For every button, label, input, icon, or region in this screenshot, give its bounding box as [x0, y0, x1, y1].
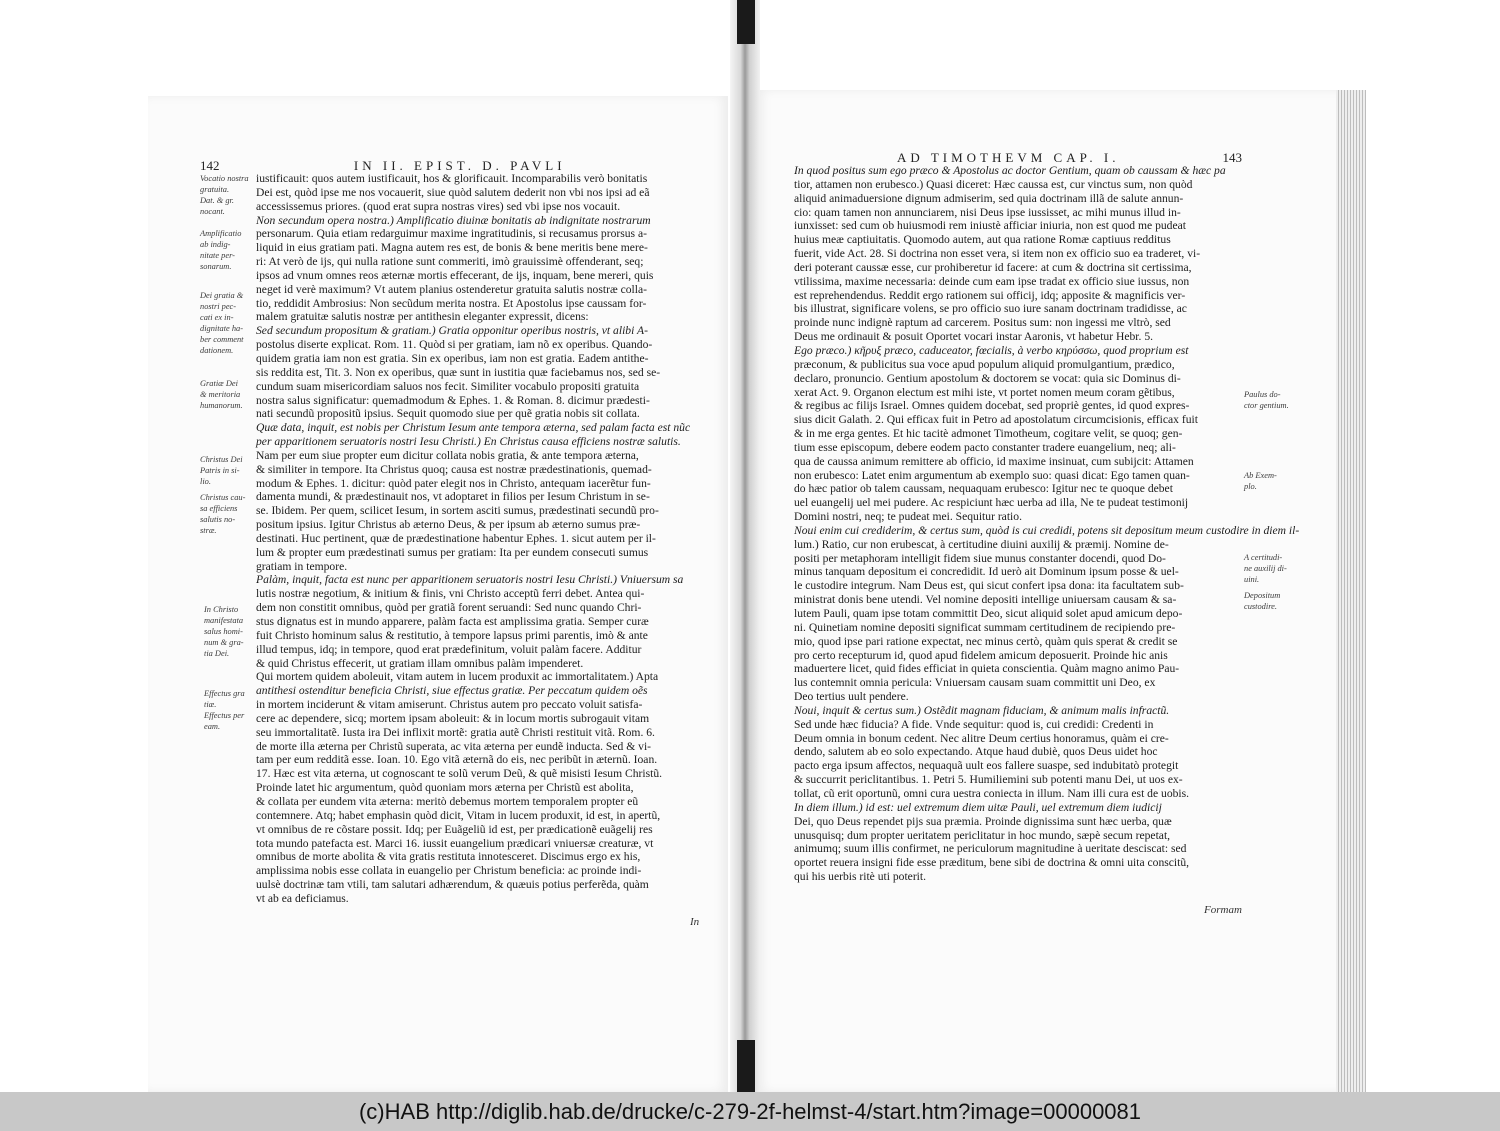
text-line: præconum, & publicitus sua voce apud populum aliquid promulgantium, prædico, — [794, 357, 1175, 371]
text-line: Quæ data, inquit, est nobis per Christum Iesum ante tempora æterna, sed palam facta est nũc — [256, 421, 691, 435]
right-margin-note: Paulus do- ctor gentium. — [1244, 390, 1289, 410]
right-margin-note: A certitudi- ne auxilij di- uini. — [1244, 553, 1287, 584]
text-line: proinde nunc indignè raptum ad carcerem. Positus sum: non ingessi me vltrò, sed — [794, 316, 1171, 330]
text-line: est reprehendendus. Reddit ergo rationem sui officij, idq; apposite & magnificis ver- — [794, 288, 1186, 302]
text-line: ministrat donis bene utendi. Vel nomine depositi intellige uniuersam causam & sa- — [794, 593, 1177, 607]
text-line: lutem Pauli, quam ipse totam committit Deo, sicut aliquid solet apud amicum depo- — [794, 607, 1183, 620]
text-line: destinati. Huc pertinent, quæ de prædestinatione habentur Ephes. 1. sicut autem per il- — [256, 531, 656, 545]
text-line: do hæc patior ob talem caussam, nequaquam erubesco: Igitur nec te quoque debet — [794, 482, 1173, 496]
text-line: tior, attamen non erubesco.) Quasi diceret: Hæc caussa est, cur vinctus sum, non quòd — [794, 177, 1193, 191]
text-line: postolus diserte explicat. Rom. 11. Quòd si per gratiam, iam nõ ex operibus. Quando- — [256, 338, 653, 352]
text-line: neget id verè maximum? Vt autem planius ostenderetur gratuita salutis nostræ colla- — [256, 282, 647, 296]
text-line: bis illustrat, significare volens, se pro officio suo iure sanam doctrinam tradidisse, ac — [794, 302, 1187, 316]
text-line: Domini nostri, neq; te pudeat mei. Sequitur ratio. — [794, 510, 1022, 524]
text-line: sis reddita est, Tit. 3. Non ex operibus, quæ sunt in iustitia quæ faciebamus nos, sed se- — [256, 365, 661, 379]
text-line: 17. Hæc est vita æterna, ut cognoscant te solũ verum Deũ, & quẽ misisti Iesum Christũ. — [256, 767, 663, 781]
text-line: & succurrit periclitantibus. 1. Petri 5. Humiliemini sub potenti manu Dei, ut uos ex- — [794, 773, 1183, 787]
text-line: damenta mundi, & prædestinauit nos, vt adoptaret in filios per Iesum Christum in se- — [256, 490, 650, 504]
right-margin-note: Ab Exem- plo. — [1244, 471, 1277, 491]
book-gutter — [730, 0, 760, 1092]
left-margin-note: Amplificatio ab indig- nitate per- sonarum. — [200, 229, 242, 271]
text-line: Noui, inquit & certus sum.) Ostẽdit magnam fiduciam, & animum malis infractũ. — [794, 703, 1170, 717]
text-line: xerat Act. 9. Organon electum est mihi iste, vt portet nomen meum coram gẽtibus, — [794, 385, 1175, 399]
left-body-text — [256, 172, 696, 906]
text-line: Ego præco.) κῆρυξ præco, caduceator, fœcialis, à verbo κηρύσσω, quod proprium est — [794, 343, 1189, 357]
text-line: huius meæ captiuitatis. Quomodo autem, aut qua ratione Romæ captiuus redditus — [794, 233, 1171, 247]
text-line: & quid Christus effecerit, ut gratiam illam omnibus palàm impenderet. — [256, 656, 584, 670]
text-line: le custodire integrum. Nam Deus est, qui sicut confert ipsa dona: ita facultatem sub- — [794, 579, 1184, 593]
text-line: Palàm, inquit, facta est nunc per apparitionem seruatoris nostri Iesu Christi.) Vniuersum sa — [256, 573, 684, 587]
text-line: unusquisq; dum propter ueritatem periclitatur in hoc mundo, sæpè secum repetat, — [794, 828, 1171, 842]
right-margin-note: Depositum custodire. — [1244, 591, 1281, 611]
text-line: lum & propter eum prædestinati sumus per gratiam: Ita per eundem consecuti sumus — [256, 545, 649, 559]
text-line: Deum omnia in bonum cedent. Nec alitre Deum certius honoramus, quàm ei cre- — [794, 731, 1169, 745]
text-line: tam per eum redditã esse. Ioan. 10. Ego vitã æternã do eis, nec peribũt in æternũ. Ioan. — [256, 753, 658, 767]
text-line: contemnere. Atq; habet emphasin quòd dicit, Vitam in lucem produxit, id est, in apertũ, — [256, 808, 661, 822]
text-line: sius dicit Galath. 2. Qui efficax fuit in Petro ad apostolatum circumcisionis, efficax fuit — [794, 413, 1198, 427]
text-line: ri: At verò de ijs, qui nulla ratione sunt commeriti, imò grauissimè offenderant, seq; — [256, 255, 644, 269]
text-line: seu immortalitatẽ. Iusta ira Dei inflixit mortẽ: gratia autẽ Christi restituit vitã. Rom. 6. — [256, 725, 655, 739]
right-running-title: AD TIMOTHEVM CAP. I. — [897, 150, 1120, 165]
text-line: vt omnibus de re cõstare possit. Idq; per Euãgeliũ id est, per prædicationẽ euãgelij res — [256, 822, 653, 836]
text-line: ipsos ad vnum omnes reos æternæ mortis effecerant, de ijs, inquam, bene mereri, quis — [256, 268, 654, 282]
text-line: se. Ibidem. Per quem, scilicet Iesum, in sortem asciti sumus, prædestinati secundũ pro- — [256, 504, 659, 518]
text-line: amplissima nobis esse collata in euangelio per Christum beneficia: ac proinde indi- — [256, 864, 642, 878]
text-line: pacto erga ipsum affectos, nequaquã uult eos fallere suaspe, sed indubitatò protegit — [794, 759, 1179, 773]
text-line: personarum. Quia etiam redarguimur maxime ingratitudinis, si recusamus prorsus a- — [256, 227, 647, 241]
text-line: Qui mortem quidem aboleuit, vitam autem in lucem produxit ac immortalitatem.) Apta — [256, 670, 659, 684]
left-margin-note: In Christo manifestata salus homi- num & gra- tia Dei. — [204, 605, 244, 658]
text-line: mio, quod ipse pari ratione expectat, nec minus certò, quàm quis sperat & credit se — [794, 634, 1178, 648]
text-line: quidem gratia iam non est gratia. Sin ex operibus, iam non est gratia. Eadem antithe- — [256, 351, 649, 365]
text-line: positum ipsius. Igitur Christus ab æterno Deus, & per ipsum ab æterno sumus præ- — [256, 518, 641, 532]
text-line: Dei, quo Deus rependet pijs sua præmia. Proinde dignissima sunt hæc uerba, quæ — [794, 814, 1172, 828]
text-line: qui his uerbis ritè uti poterit. — [794, 870, 927, 884]
left-margin-note: Effectus gra tiæ. Effectus per eam. — [204, 689, 245, 731]
left-running-title: IN II. EPIST. D. PAVLI — [353, 158, 566, 173]
text-line: tium esse episcopum, debere eodem pacto constanter tradere euangelium, neq; ali- — [794, 440, 1176, 454]
text-line: stus dignatus est in mundo apparere, palàm facta est amplissima gratia. Semper curæ — [256, 615, 649, 628]
text-line: deri poterant caussæ esse, cur prohiberetur id facere: at cum & doctrina sit certissima, — [794, 260, 1192, 274]
text-line: & collata per eundem vita æterna: meritò debemus mortem temporalem propter eũ — [256, 794, 639, 808]
text-line: In quod positus sum ego præco & Apostolus ac doctor Gentium, quam ob caussam & hæc pa — [794, 164, 1226, 177]
copyright-url[interactable]: (c)HAB http://diglib.hab.de/drucke/c-279-2f-helmst-4/start.htm?image=00000081 — [358, 1098, 1142, 1124]
copyright-footer — [0, 1092, 1500, 1131]
left-margin-note: Vocatio nostra gratuita. Dat. & gr. nocant. — [200, 174, 249, 216]
text-line: Sed secundum propositum & gratiam.) Gratia opponitur operibus nostris, vt alibi A- — [256, 324, 648, 338]
text-line: declaro, pronuncio. Gentium apostolum & doctorem se vocat: quia sic Dominus di- — [794, 371, 1181, 385]
text-line: fuit Christo hominum salus & restitutio, à tempore lapsus primi parentis, imò & ante — [256, 628, 648, 642]
text-line: lutis nostræ negotium, & initium & finis, vni Christo acceptũ ferri debet. Antea qui- — [256, 587, 645, 601]
text-line: uulsè doctrinæ tam vtili, tam salutari adhærendum, & quæuis potius perferẽda, quàm — [256, 878, 649, 892]
left-page-number: 142 — [200, 158, 220, 173]
text-line: omnibus de morte abolita & vita gratis restituta innotesceret. Discimus ergo ex his, — [256, 850, 641, 864]
text-line: maduertere licet, quid fides efficiat in quieta conscientia. Quàm magno animo Pau- — [794, 662, 1180, 676]
text-line: & regibus ac filijs Israel. Omnes quidem docebat, sed propriè gentes, id quod expres- — [794, 399, 1190, 413]
text-line: non erubesco: Latet enim argumentum ab exemplo suo: quasi dicat: Ego tamen quan- — [794, 468, 1190, 482]
binding-clip-bottom — [737, 1040, 755, 1092]
text-line: accessissemus priores. (quod erat supra nostras vires) sed vbi ipse nos vocauit. — [256, 199, 621, 213]
text-line: cio: quam tamen non annunciarem, nisi Deus ipse iussisset, ac mihi munus illud in- — [794, 205, 1181, 219]
page-fore-edge — [1336, 90, 1366, 1092]
text-line: Deus me ordinauit & posuit Oportet vocari instar Aaronis, vt habetur Hebr. 5. — [794, 330, 1154, 344]
text-line: ni. Quinetiam nomine depositi significat summam certitudinem de recipiendo pre- — [794, 620, 1176, 634]
text-line: oportet reuera insigni fide esse præditum, bene sibi de doctrina & omni uita conscitũ, — [794, 856, 1190, 870]
text-line: Proinde latet hic argumentum, quòd quoniam mors æterna per Christũ est abolita, — [256, 781, 634, 795]
text-line: Deo tertius uult pendere. — [794, 690, 909, 704]
text-line: Non secundum opera nostra.) Amplificatio diuinæ bonitatis ab indignitate nostrarum — [256, 213, 651, 227]
left-margin-note: Dei gratia & nostri pec- cati ex in- dignitate ha- ber comment dationem. — [200, 291, 244, 355]
text-line: dem non constitit omnibus, quòd per gratiã forent seruandi: Sed nunc quando Chri- — [256, 601, 642, 615]
text-line: nostra salus significatur: quemadmodum & Ephes. 1. & Roman. 8. dicimur prædesti- — [256, 393, 650, 407]
text-line: Noui enim cui crediderim, & certus sum, quòd is cui credidi, potens sit depositum meum custodire in diem il- — [794, 523, 1300, 537]
text-line: in mortem inciderunt & vitam amiserunt. Christus autem pro peccato voluit satisfa- — [256, 698, 643, 712]
text-line: vt ab ea deficiamus. — [256, 891, 349, 905]
text-line: qua de caussa animum remittere ab officio, id maxime insinuat, cum subijcit: Attamen — [794, 454, 1194, 468]
text-line: cundum suam misericordiam saluos nos fecit. Similiter vocabulo propositi gratuita — [256, 379, 640, 393]
text-line: lum.) Ratio, cur non erubescat, à certitudine diuini auxilij & præmij. Nomine de- — [794, 537, 1169, 551]
text-line: vtilissima, maxime necessaria: deinde cum eam ipse tradat ex officio siue iussus, non — [794, 274, 1190, 288]
text-line: liquid in eius gratiam pati. Magna autem res est, de bonis & bene meritis bene mere- — [256, 241, 648, 255]
text-line: & similiter in tempore. Ita Christus quoq; causa est nostræ prædestinationis, quemad- — [256, 462, 652, 476]
left-margin-note: Gratiæ Dei & meritoria humanorum. — [200, 379, 243, 410]
text-line: tollat, cũ erit oportunũ, omni cura uestra coniecta in illum. Nam illi cura est de uobis. — [794, 786, 1190, 800]
text-line: aliquid animaduersione dignum admiserim, sed quia doctrinam illã de salute annun- — [794, 191, 1184, 205]
left-catchword: In — [690, 916, 700, 928]
left-margin-note: Christus cau- sa efficiens salutis no- stræ. — [200, 493, 246, 535]
text-line: lus contemnit omnia pericula: Vniuersam causam suam committit uni Deo, ex — [794, 676, 1156, 690]
text-line: positi per metaphoram intelligit fidem siue munus constanter docendi, quod Do- — [794, 551, 1166, 565]
right-catchword: Formam — [1204, 904, 1242, 916]
text-line: Sed unde hæc fiducia? A fide. Vnde sequitur: quod is, cui credidi: Credenti in — [794, 717, 1154, 731]
text-line: Nam per eum siue propter eum dicitur collata nobis gratia, & ante tempora æterna, — [256, 448, 639, 462]
text-line: de morte illa æterna per Christũ superata, ac vita æterna per eundẽ inducta. Sed & vi- — [256, 739, 652, 753]
text-line: & in me erga gentes. Et hic tacitè admonet Timotheum, cogitare velit, se quoq; gen- — [794, 427, 1183, 441]
text-line: fuerit, vide Act. 28. Si doctrina non esset vera, si item non ex officio suo ea traderet, vi- — [794, 247, 1201, 261]
text-line: iustificauit: quos autem iustificauit, hos & glorificauit. Incomparabilis verò bonitatis — [256, 172, 648, 185]
left-margin-note: Christus Dei Patris in si- lio. — [200, 455, 243, 486]
text-line: uel euangelij uel mei pudere. Ac respiciunt hæc uerba ad illa, Ne te pudeat testimonij — [794, 496, 1189, 510]
right-page-number: 143 — [1222, 150, 1242, 165]
text-line: pro certo recepturum id, quod apud fidelem amicum deposuerit. Proinde hic anis — [794, 648, 1168, 662]
text-line: gratiam in tempore. — [256, 559, 348, 573]
text-line: malem gratuitæ salutis nostræ per antithesin eleganter expressit, dicens: — [256, 310, 589, 324]
text-line: iunxisset: sed cum ob huiusmodi rem iniustè afficiar iniuria, non est quod me pudeat — [794, 219, 1186, 233]
text-line: per apparitionem seruatoris nostri Iesu Christi.) En Christus causa efficiens nostræ salutis. — [256, 435, 681, 449]
text-line: minus tanquam depositum ei concredidit. Id uerò ait Dominum ipsum posse & uel- — [794, 565, 1179, 579]
binding-clip-top — [737, 0, 755, 44]
text-line: antithesi ostenditur beneficia Christi, siue effectus gratiæ. Per peccatum quidem oẽs — [256, 684, 648, 698]
text-line: In diem illum.) id est: uel extremum diem uitæ Pauli, uel extremum diem iudicij — [794, 800, 1162, 814]
text-line: dendo, salutem ab eo solo expectando. Atque haud dubiè, quos Deus uidet hoc — [794, 745, 1158, 759]
text-line: animumq; suum illis confirmet, ne periculorum magnitudine à ueritate desciscat: sed — [794, 842, 1187, 856]
text-line: cere ac dependere, sicq; mortem ipsam aboleuit: & in locum mortis subrogauit vitam — [256, 711, 650, 725]
text-line: illud tempus, idq; in tempore, quod erat prædefinitum, voluit palàm facere. Additur — [256, 642, 642, 656]
text-line: Dei est, quòd ipse me nos vocauerit, siue quòd salutem dederit non vbi nos ipsi ad eã — [256, 185, 650, 199]
text-line: tota mundo patefacta est. Marci 16. iussit euangelium prædicari vniuersæ creaturæ, vt — [256, 836, 654, 850]
text-line: nati secundũ propositũ ipsius. Sequit quomodo siue per quẽ gratia nobis sit collata. — [256, 407, 640, 421]
text-line: modum & Ephes. 1. dicitur: quòd pater elegit nos in Christo, antequam iacerẽtur fun- — [256, 476, 651, 490]
text-line: tio, reddidit Ambrosius: Non secũdum merita nostra. Et Apostolus ipse caussam for- — [256, 296, 647, 310]
